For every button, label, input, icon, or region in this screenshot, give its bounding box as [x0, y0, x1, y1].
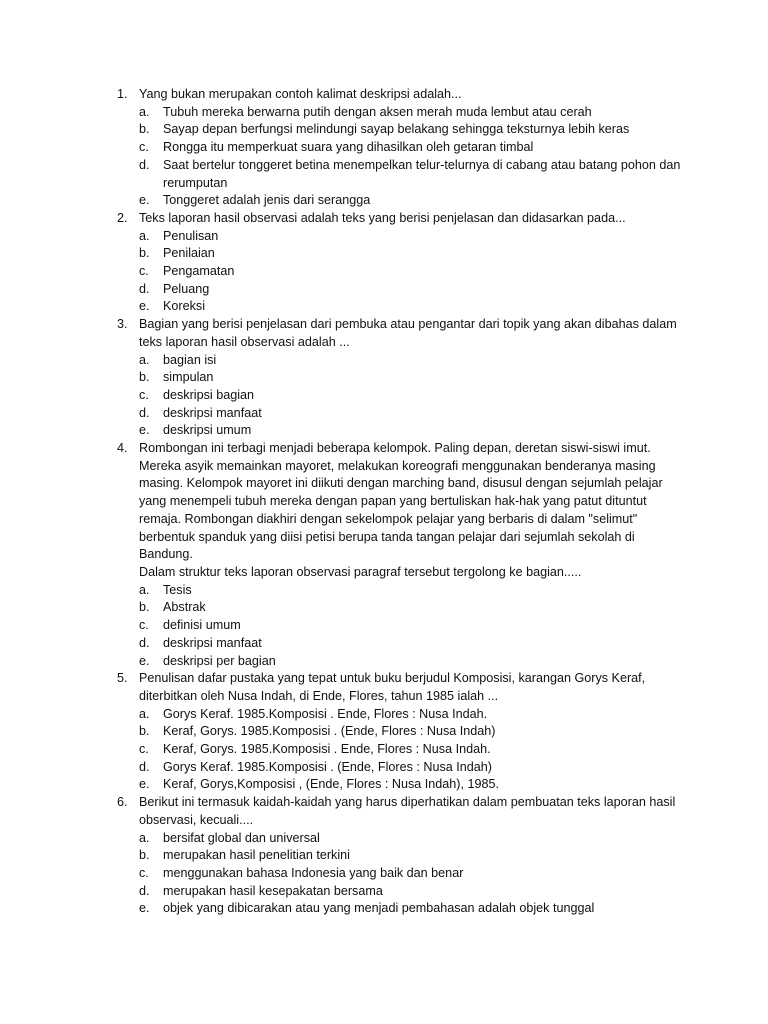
option-letter: e. — [139, 423, 150, 438]
option-letter: a. — [139, 352, 150, 367]
option-text: Keraf, Gorys,Komposisi , (Ende, Flores : Nusa Indah), 1985. — [163, 777, 499, 792]
option-text: Tonggeret adalah jenis dari serangga — [163, 193, 371, 208]
answer-option — [139, 883, 687, 901]
question-item — [117, 210, 687, 316]
option-text: Rongga itu memperkuat suara yang dihasilkan oleh getaran timbal — [163, 140, 534, 155]
question-paragraph: Teks laporan hasil observasi adalah teks yang berisi penjelasan dan didasarkan pada... — [139, 210, 626, 225]
question-number: 3. — [117, 317, 128, 332]
option-text: deskripsi manfaat — [163, 405, 262, 420]
option-letter: b. — [139, 370, 150, 385]
option-text: Saat bertelur tonggeret betina menempelkan telur-telurnya di cabang atau batang pohon dan rerumputan — [163, 157, 681, 190]
option-list — [139, 104, 687, 210]
answer-option — [139, 139, 687, 157]
option-text: Keraf, Gorys. 1985.Komposisi . Ende, Flores : Nusa Indah. — [163, 742, 491, 757]
option-letter: e. — [139, 193, 150, 208]
answer-option — [139, 741, 687, 759]
option-text: Penulisan — [163, 228, 219, 243]
option-text: Tubuh mereka berwarna putih dengan aksen merah muda lembut atau cerah — [163, 104, 592, 119]
option-list — [139, 706, 687, 795]
option-letter: c. — [139, 865, 149, 880]
question-item — [117, 794, 687, 918]
option-text: deskripsi manfaat — [163, 635, 262, 650]
question-number: 4. — [117, 441, 128, 456]
question-text — [139, 440, 687, 582]
option-letter: b. — [139, 122, 150, 137]
question-number: 5. — [117, 671, 128, 686]
option-letter: e. — [139, 653, 150, 668]
answer-option — [139, 865, 687, 883]
answer-option — [139, 582, 687, 600]
answer-option — [139, 157, 687, 192]
option-letter: e. — [139, 901, 150, 916]
option-text: Gorys Keraf. 1985.Komposisi . Ende, Flores : Nusa Indah. — [163, 706, 488, 721]
answer-option — [139, 617, 687, 635]
answer-option — [139, 281, 687, 299]
option-letter: a. — [139, 104, 150, 119]
answer-option — [139, 192, 687, 210]
option-list — [139, 228, 687, 317]
question-item — [117, 86, 687, 210]
option-text: bersifat global dan universal — [163, 830, 320, 845]
option-letter: c. — [139, 742, 149, 757]
answer-option — [139, 900, 687, 918]
answer-option — [139, 228, 687, 246]
question-text — [139, 670, 687, 705]
answer-option — [139, 830, 687, 848]
option-letter: d. — [139, 405, 150, 420]
question-number: 2. — [117, 210, 128, 225]
option-list — [139, 830, 687, 919]
question-number: 1. — [117, 87, 128, 101]
question-paragraph: Dalam struktur teks laporan observasi paragraf tersebut tergolong ke bagian..... — [139, 564, 582, 579]
option-text: Pengamatan — [163, 264, 235, 279]
option-text: objek yang dibicarakan atau yang menjadi pembahasan adalah objek tunggal — [163, 901, 595, 916]
answer-option — [139, 298, 687, 316]
option-text: Gorys Keraf. 1985.Komposisi . (Ende, Flores : Nusa Indah) — [163, 759, 492, 774]
option-letter: b. — [139, 848, 150, 863]
option-letter: a. — [139, 706, 150, 721]
answer-option — [139, 635, 687, 653]
option-letter: b. — [139, 246, 150, 261]
question-list — [117, 86, 687, 918]
option-letter: d. — [139, 759, 150, 774]
option-text: simpulan — [163, 370, 214, 385]
question-paragraph: Rombongan ini terbagi menjadi beberapa kelompok. Paling depan, deretan siswi-siswi imut. Mereka asyik memainkan mayoret, melakukan koreografi menggunakan benderanya masing masing. Kelompok mayoret ini diikuti dengan marching band, disusul dengan sejumlah pelajar yang menempeli tubuh mereka dengan papan yang bertuliskan hak-hak yang patut dituntut remaja. Rombongan diakhiri dengan sekelompok pelajar yang berbaris di dalam "selimut" berbentuk spanduk yang diisi petisi berupa tanda tangan pelajar dari sejumlah sekolah di Bandung. — [139, 441, 663, 562]
answer-option — [139, 104, 687, 122]
answer-option — [139, 759, 687, 777]
option-letter: d. — [139, 157, 150, 172]
option-letter: a. — [139, 582, 150, 597]
answer-option — [139, 352, 687, 370]
option-letter: b. — [139, 600, 150, 615]
answer-option — [139, 405, 687, 423]
option-letter: b. — [139, 724, 150, 739]
option-text: definisi umum — [163, 618, 241, 633]
option-letter: d. — [139, 281, 150, 296]
question-paragraph: Bagian yang berisi penjelasan dari pembuka atau pengantar dari topik yang akan dibahas dalam teks laporan hasil observasi adalah ... — [139, 317, 677, 349]
answer-option — [139, 121, 687, 139]
option-letter: d. — [139, 883, 150, 898]
answer-option — [139, 723, 687, 741]
question-text — [139, 86, 687, 104]
question-paragraph: Berikut ini termasuk kaidah-kaidah yang harus diperhatikan dalam pembuatan teks laporan hasil observasi, kecuali.... — [139, 795, 676, 827]
option-list — [139, 582, 687, 671]
question-item — [117, 316, 687, 440]
option-text: menggunakan bahasa Indonesia yang baik dan benar — [163, 865, 464, 880]
option-letter: c. — [139, 264, 149, 279]
question-item — [117, 440, 687, 670]
answer-option — [139, 245, 687, 263]
answer-option — [139, 847, 687, 865]
answer-option — [139, 422, 687, 440]
option-text: deskripsi bagian — [163, 387, 255, 402]
answer-option — [139, 387, 687, 405]
option-text: Abstrak — [163, 600, 206, 615]
option-list — [139, 352, 687, 441]
question-paragraph: Yang bukan merupakan contoh kalimat deskripsi adalah... — [139, 87, 462, 101]
option-text: Keraf, Gorys. 1985.Komposisi . (Ende, Flores : Nusa Indah) — [163, 724, 496, 739]
option-text: merupakan hasil penelitian terkini — [163, 848, 350, 863]
option-text: merupakan hasil kesepakatan bersama — [163, 883, 383, 898]
answer-option — [139, 706, 687, 724]
answer-option — [139, 776, 687, 794]
option-letter: c. — [139, 140, 149, 155]
question-number: 6. — [117, 795, 128, 810]
question-item — [117, 670, 687, 794]
option-letter: e. — [139, 299, 150, 314]
option-text: Sayap depan berfungsi melindungi sayap belakang sehingga teksturnya lebih keras — [163, 122, 630, 137]
option-letter: a. — [139, 228, 150, 243]
option-letter: a. — [139, 830, 150, 845]
answer-option — [139, 653, 687, 671]
answer-option — [139, 263, 687, 281]
option-text: Peluang — [163, 281, 210, 296]
option-letter: c. — [139, 387, 149, 402]
option-text: bagian isi — [163, 352, 217, 367]
question-text — [139, 210, 687, 228]
question-text — [139, 794, 687, 829]
option-letter: e. — [139, 777, 150, 792]
answer-option — [139, 599, 687, 617]
question-paragraph: Penulisan dafar pustaka yang tepat untuk buku berjudul Komposisi, karangan Gorys Keraf, diterbitkan oleh Nusa Indah, di Ende, Flores, tahun 1985 ialah ... — [139, 671, 646, 703]
option-letter: d. — [139, 635, 150, 650]
option-text: deskripsi per bagian — [163, 653, 276, 668]
option-letter: c. — [139, 618, 149, 633]
option-text: Koreksi — [163, 299, 205, 314]
option-text: deskripsi umum — [163, 423, 252, 438]
question-text — [139, 316, 687, 351]
option-text: Penilaian — [163, 246, 215, 261]
answer-option — [139, 369, 687, 387]
option-text: Tesis — [163, 582, 192, 597]
